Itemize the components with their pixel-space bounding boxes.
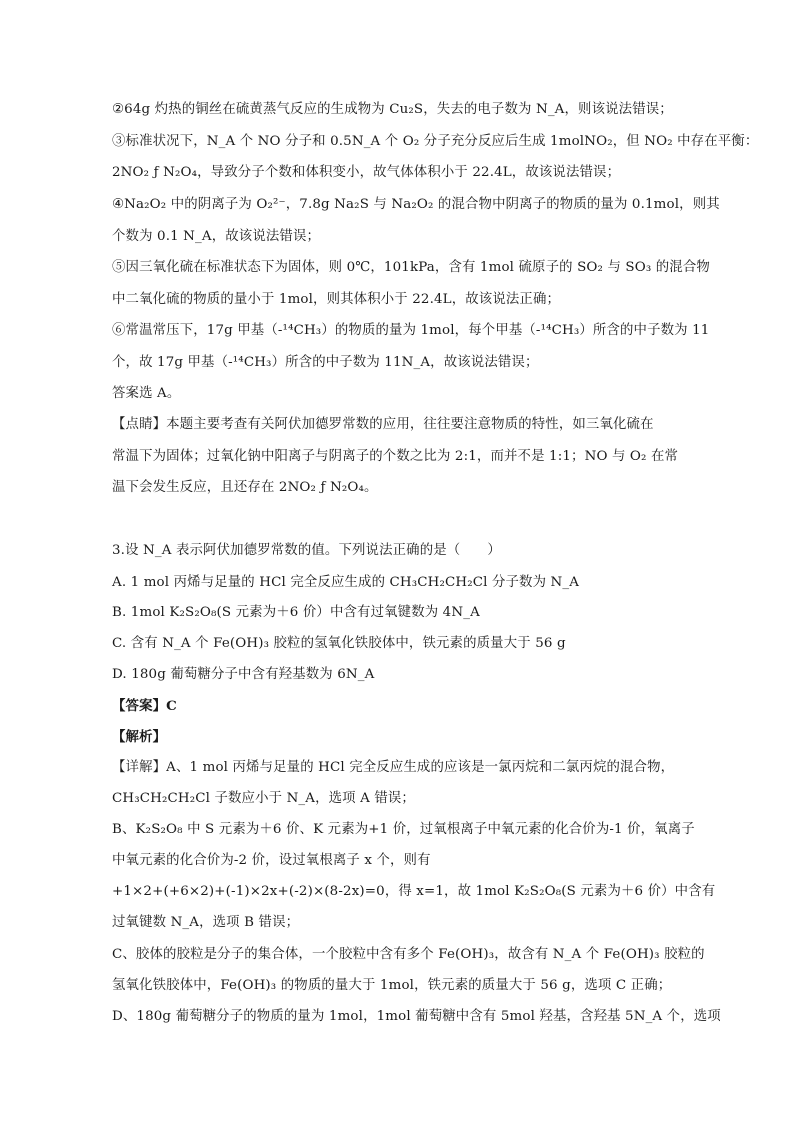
option-a: A. 1 mol 丙烯与足量的 HCl 完全反应生成的 CH₃CH₂CH₂Cl 分子数为 N_A: [112, 575, 580, 590]
text-line: C、胶体的胶粒是分子的集合体，一个胶粒中含有多个 Fe(OH)₃，故含有 N_A 个 Fe(OH)₃ 胶粒的: [112, 947, 705, 962]
text-line: 【点睛】本题主要考查有关阿伏加德罗常数的应用，往往要注意物质的特性，如三氧化硫在: [112, 417, 654, 432]
text-line: CH₃CH₂CH₂Cl 子数应小于 N_A，选项 A 错误；: [112, 791, 415, 806]
text-line: B、K₂S₂O₈ 中 S 元素为＋6 价、K 元素为+1 价，过氧根离子中氧元素的化合价为-1 价，氧离子: [112, 822, 695, 837]
text-line: ⑤因三氧化硫在标准状态下为固体，则 0℃，101kPa，含有 1mol 硫原子的 SO₂ 与 SO₃ 的混合物: [112, 260, 710, 275]
text-line: 氢氧化铁胶体中，Fe(OH)₃ 的物质的量大于 1mol，铁元素的质量大于 56 g，选项 C 正确；: [112, 978, 672, 993]
text-line: 【详解】A、1 mol 丙烯与足量的 HCl 完全反应生成的应该是一氯丙烷和二氯丙烷的混合物，: [112, 760, 675, 775]
text-line: ⑥常温常压下，17g 甲基（-¹⁴CH₃）的物质的量为 1mol，每个甲基（-¹⁴CH₃）所含的中子数为 11: [112, 323, 710, 338]
text-line: 中氧元素的化合价为-2 价，设过氧根离子 x 个，则有: [112, 853, 431, 868]
question-title: 3.设 N_A 表示阿伏加德罗常数的值。下列说法正确的是（ ）: [112, 543, 501, 558]
text-line: 温下会发生反应，且还存在 2NO₂ ƒ N₂O₄。: [112, 480, 378, 495]
text-line: +1×2+(+6×2)+(-1)×2x+(-2)×(8-2x)=0，得 x=1，故 1mol K₂S₂O₈(S 元素为＋6 价）中含有: [112, 884, 716, 899]
option-b: B. 1mol K₂S₂O₈(S 元素为＋6 价）中含有过氧键数为 4N_A: [112, 605, 480, 620]
text-line: ③标准状况下，N_A 个 NO 分子和 0.5N_A 个 O₂ 分子充分反应后生成 1molNO₂，但 NO₂ 中存在平衡：: [112, 134, 759, 149]
text-line: 中二氧化硫的物质的量小于 1mol，则其体积小于 22.4L，故该说法正确；: [112, 292, 561, 307]
option-c: C. 含有 N_A 个 Fe(OH)₃ 胶粒的氢氧化铁胶体中，铁元素的质量大于 56 g: [112, 636, 566, 651]
text-line: 2NO₂ ƒ N₂O₄，导致分子个数和体积变小，故气体体积小于 22.4L，故该说法错误；: [112, 165, 621, 180]
text-line: ②64g 灼热的铜丝在硫黄蒸气反应的生成物为 Cu₂S，失去的电子数为 N_A，则该说法错误；: [112, 102, 673, 117]
text-line: 过氧键数 N_A，选项 B 错误；: [112, 915, 300, 930]
text-line: 个数为 0.1 N_A，故该说法错误；: [112, 229, 321, 244]
answer-label: 【答案】C: [112, 698, 177, 714]
answer-line: 答案选 A。: [112, 386, 181, 401]
option-d: D. 180g 葡萄糖分子中含有羟基数为 6N_A: [112, 667, 375, 682]
text-line: 常温下为固体；过氧化钠中阳离子与阴离子的个数之比为 2:1，而并不是 1:1；NO 与 O₂ 在常: [112, 449, 679, 464]
analysis-label: 【解析】: [112, 729, 167, 745]
text-line: D、180g 葡萄糖分子的物质的量为 1mol，1mol 葡萄糖中含有 5mol 羟基，含羟基 5N_A 个，选项: [112, 1009, 721, 1024]
text-line: ④Na₂O₂ 中的阴离子为 O₂²⁻，7.8g Na₂S 与 Na₂O₂ 的混合物中阴离子的物质的量为 0.1mol，则其: [112, 197, 720, 212]
text-line: 个，故 17g 甲基（-¹⁴CH₃）所含的中子数为 11N_A，故该说法错误；: [112, 355, 539, 370]
